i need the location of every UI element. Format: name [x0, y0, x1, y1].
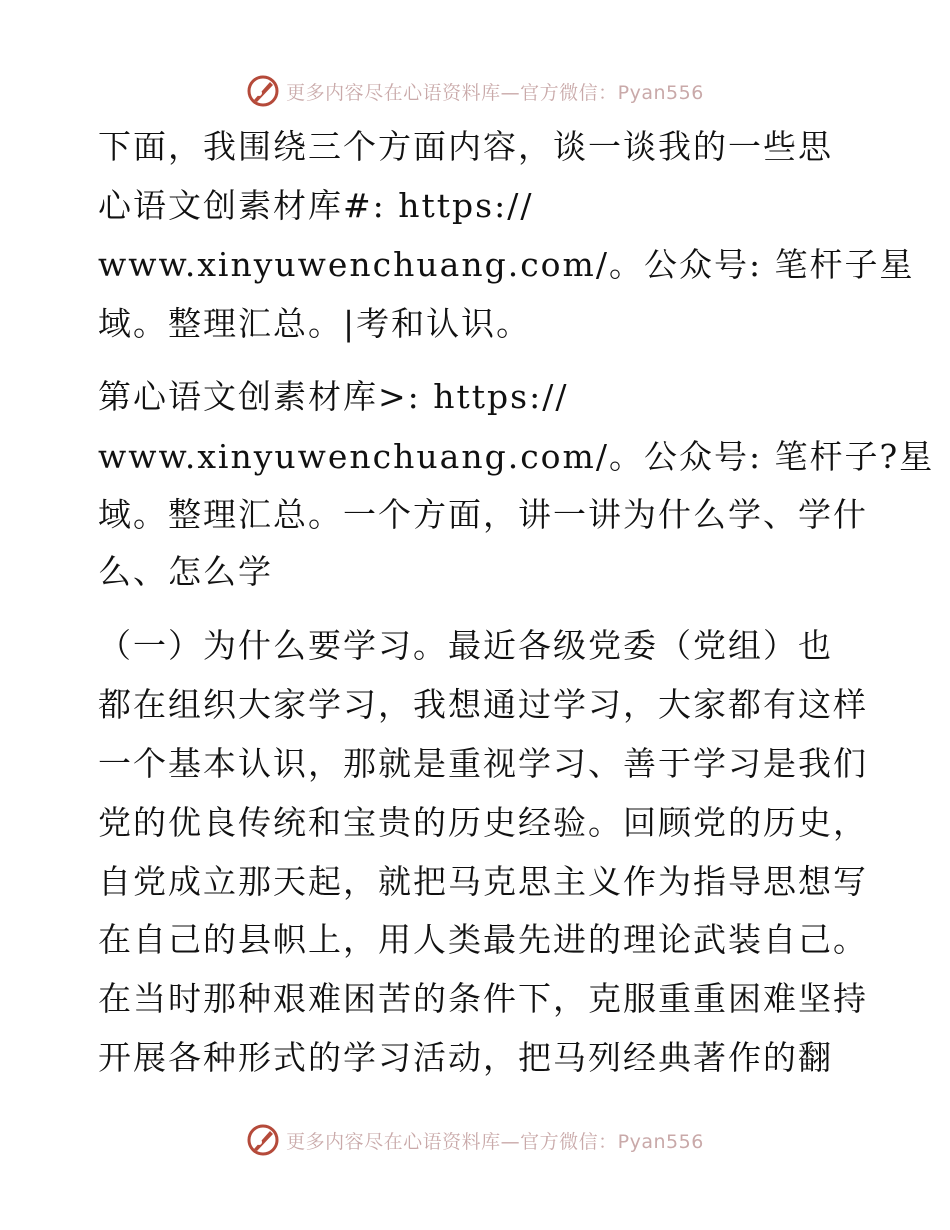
text-line: （一）为什么要学习。最近各级党委（党组）也 — [98, 626, 833, 665]
banner-text — [286, 1127, 704, 1154]
footer-banner — [0, 1120, 950, 1160]
text-line: 自党成立那天起，就把马克思主义作为指导思想写 — [98, 862, 868, 901]
banner-wechat: 官方微信：Pyan556 — [520, 1130, 704, 1153]
text-line: 下面，我围绕三个方面内容，谈一谈我的一些思 — [98, 127, 833, 166]
banner-dash: — — [500, 1130, 521, 1153]
header-banner — [0, 71, 950, 111]
text-line: 在自己的县帜上，用人类最先进的理论武装自己。 — [98, 920, 868, 959]
banner-dash: — — [500, 81, 521, 104]
text-line: 心语文创素材库#: https:// — [98, 186, 534, 225]
banner-brand: 更多内容尽在心语资料库 — [286, 81, 501, 104]
text-line: 都在组织大家学习，我想通过学习，大家都有这样 — [98, 685, 868, 724]
banner-brand: 更多内容尽在心语资料库 — [286, 1130, 501, 1153]
banner-text — [286, 78, 704, 105]
logo-icon — [246, 74, 280, 108]
text-line: 开展各种形式的学习活动，把马列经典著作的翻 — [98, 1038, 833, 1077]
text-line: 一个基本认识，那就是重视学习、善于学习是我们 — [98, 744, 868, 783]
text-line: 在当时那种艰难困苦的条件下，克服重重困难坚持 — [98, 979, 868, 1018]
text-line: www.xinyuwenchuang.com/。公众号: 笔杆子?星 — [98, 437, 935, 476]
text-line: 域。整理汇总。|考和认识。 — [98, 304, 532, 343]
text-line: 域。整理汇总。一个方面，讲一讲为什么学、学什 — [98, 495, 868, 534]
banner-wechat: 官方微信：Pyan556 — [520, 81, 704, 104]
text-line: 党的优良传统和宝贵的历史经验。回顾党的历史， — [98, 803, 868, 842]
text-line: 第心语文创素材库>: https:// — [98, 377, 569, 416]
logo-icon — [246, 1123, 280, 1157]
text-line: www.xinyuwenchuang.com/。公众号: 笔杆子星 — [98, 245, 915, 284]
text-line: 么、怎么学 — [98, 552, 273, 591]
